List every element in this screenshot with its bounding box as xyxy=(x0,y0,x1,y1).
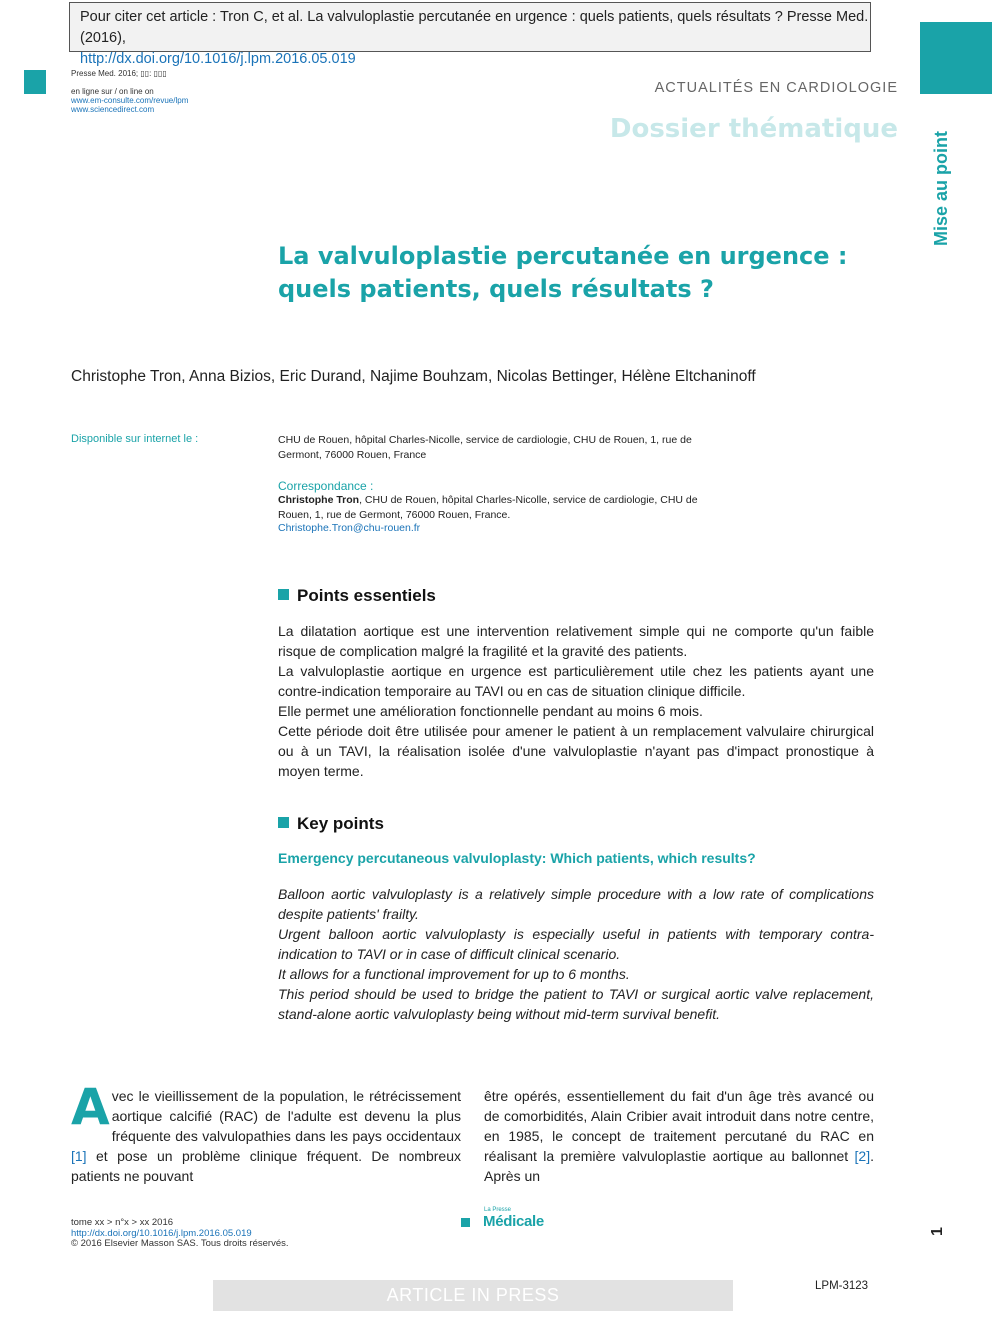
body-text: et pose un problème clinique fréquent. De nombreux patients ne pouvant xyxy=(71,1148,461,1184)
body-text: vec le vieillissement de la population, le rétrécissement aortique calcifié (RAC) de l'adulte est devenu la plus fréquente des valvulopathies dans les pays occidentaux xyxy=(111,1088,461,1144)
body-text: être opérés, essentiellement du fait d'un âge très avancé ou de comorbidités, Alain Cribier avait introduit dans notre centre, en 1985, le concept de traitement percutané du RAC en réalisant la première valvuloplastie aortique au ballonnet xyxy=(484,1088,874,1164)
issue-info: tome xx > n°x > xx 2016 xyxy=(71,1217,174,1228)
section-label: ACTUALITÉS EN CARDIOLOGIE xyxy=(654,80,898,96)
correspondence-name: Christophe Tron xyxy=(278,494,360,506)
heading-square-icon xyxy=(278,817,289,828)
footer-doi-link[interactable]: http://dx.doi.org/10.1016/j.lpm.2016.05.019 xyxy=(71,1227,252,1239)
correspondence-email-link[interactable]: Christophe.Tron@chu-rouen.fr xyxy=(278,522,421,534)
article-code: LPM-3123 xyxy=(815,1280,869,1292)
point-paragraph: La valvuloplastie aortique en urgence est particulièrement utile chez les patients ayant une contre-indication temporaire au TAVI ou en cas de situation clinique difficile. xyxy=(278,663,874,699)
body-column-1 xyxy=(71,1078,461,1186)
online-label: en ligne sur / on line on xyxy=(71,87,154,96)
side-tab-label: Mise au point xyxy=(931,130,951,246)
dossier-label: Dossier thématique xyxy=(609,114,898,144)
key-points-heading xyxy=(278,814,384,834)
article-title xyxy=(278,240,878,306)
reference-link-1[interactable]: [1] xyxy=(71,1148,87,1164)
heading-square-icon xyxy=(278,589,289,600)
logo-small-text: La Presse xyxy=(484,1207,512,1213)
footer-info xyxy=(71,1218,289,1250)
key-point-paragraph: It allows for a functional improvement for up to 6 months. xyxy=(278,966,630,982)
correspondence-address xyxy=(278,493,698,523)
page-number xyxy=(929,1216,949,1236)
body-text: . Après un xyxy=(484,1148,874,1184)
article-in-press-banner: ARTICLE IN PRESS xyxy=(213,1280,733,1311)
key-points-title: Key points xyxy=(297,814,384,833)
journal-meta xyxy=(71,69,188,114)
point-paragraph: La dilatation aortique est une intervention relativement simple qui ne comporte qu'un faible risque de complication malgré la fragilité et la gravité des patients. xyxy=(278,623,874,659)
em-consulte-link[interactable]: www.em-consulte.com/revue/lpm xyxy=(71,96,189,105)
affiliation-text: CHU de Rouen, hôpital Charles-Nicolle, service de cardiologie, CHU de Rouen, 1, rue de Germont, 76000 Rouen, France xyxy=(278,434,692,461)
sciencedirect-link[interactable]: www.sciencedirect.com xyxy=(71,105,155,114)
key-point-paragraph: This period should be used to bridge the patient to TAVI or surgical aortic valve replacement, stand-alone aortic valvuloplasty being without mid-term survival benefit. xyxy=(278,986,874,1022)
citation-box xyxy=(69,2,871,67)
correspondence-details: , CHU de Rouen, hôpital Charles-Nicolle, service de cardiologie, CHU de Rouen, 1, rue de Germont, 76000 Rouen, France. xyxy=(278,494,698,521)
title-line-1: La valvuloplastie percutanée en urgence : xyxy=(278,242,848,270)
points-essentiels-body xyxy=(278,621,874,781)
reference-link-2[interactable]: [2] xyxy=(854,1148,871,1164)
citation-doi-link[interactable]: http://dx.doi.org/10.1016/j.lpm.2016.05.019 xyxy=(80,51,356,67)
journal-logo xyxy=(461,1207,561,1233)
points-essentiels-title: Points essentiels xyxy=(297,586,436,605)
corner-tab-block xyxy=(920,22,992,94)
copyright: © 2016 Elsevier Masson SAS. Tous droits réservés. xyxy=(71,1238,289,1249)
correspondence-heading: Correspondance : xyxy=(278,479,374,493)
teal-square-marker xyxy=(24,70,46,94)
body-column-2 xyxy=(484,1086,874,1186)
title-line-2: quels patients, quels résultats ? xyxy=(278,275,714,303)
point-paragraph: Elle permet une amélioration fonctionnelle pendant au moins 6 mois. xyxy=(278,703,703,719)
page-number-label: 1 xyxy=(929,1227,946,1236)
key-point-paragraph: Urgent balloon aortic valvuloplasty is especially useful in patients with temporary contra-indication to TAVI or in case of difficult clinical scenario. xyxy=(278,926,874,962)
author-list: Christophe Tron, Anna Bizios, Eric Durand, Najime Bouhzam, Nicolas Bettinger, Hélène Eltchaninoff xyxy=(71,368,756,385)
side-tab xyxy=(903,118,959,246)
logo-main-text: Médicale xyxy=(483,1213,544,1230)
key-points-subtitle: Emergency percutaneous valvuloplasty: Which patients, which results? xyxy=(278,850,756,866)
availability-label: Disponible sur internet le : xyxy=(71,433,199,445)
key-point-paragraph: Balloon aortic valvuloplasty is a relatively simple procedure with a low rate of complications despite patients' frailty. xyxy=(278,886,874,922)
points-essentiels-heading xyxy=(278,586,436,606)
journal-ref: Presse Med. 2016; ▯▯: ▯▯▯ xyxy=(71,69,167,78)
key-points-body xyxy=(278,884,874,1024)
drop-cap: A xyxy=(71,1078,110,1136)
citation-text: Pour citer cet article : Tron C, et al. La valvuloplastie percutanée en urgence : quels patients, quels résultats ? Presse Med. (2016), xyxy=(80,9,869,46)
logo-square-icon xyxy=(461,1218,470,1227)
point-paragraph: Cette période doit être utilisée pour amener le patient à un remplacement valvulaire chirurgical ou à un TAVI, la réalisation isolée d'une valvuloplastie n'ayant pas d'impact pronostique à moyen terme. xyxy=(278,723,874,779)
